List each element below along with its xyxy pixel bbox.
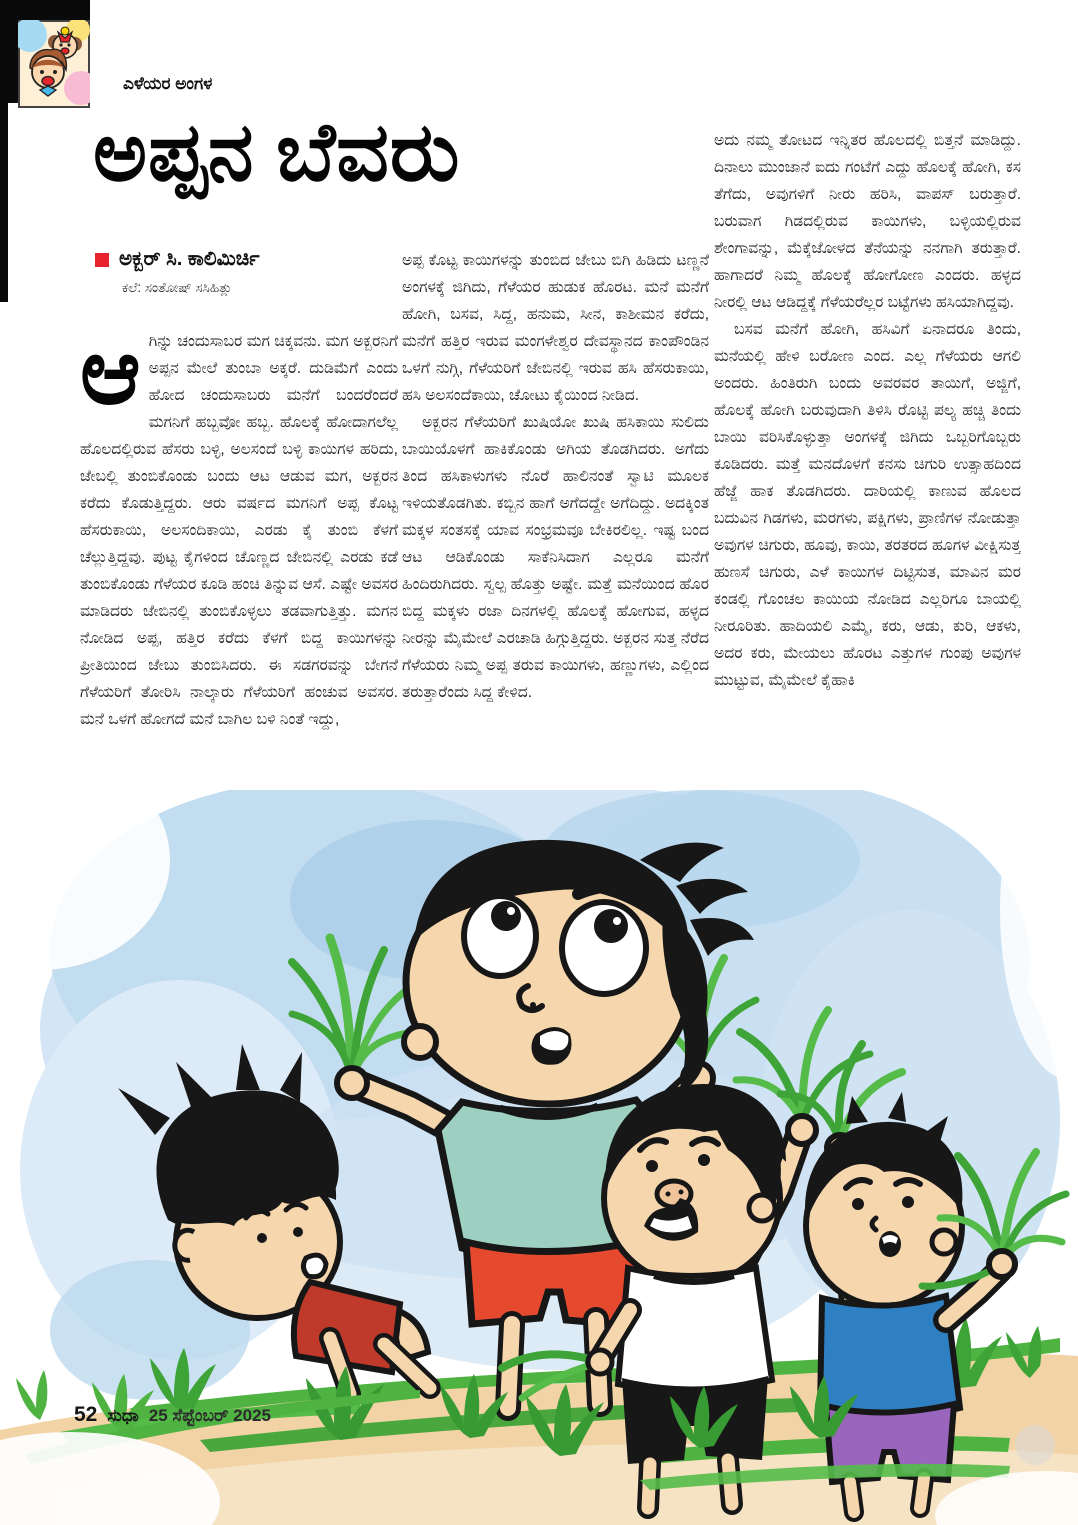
issue-date: 25 ಸೆಪ್ಟೆಂಬರ್ 2025 (148, 1406, 272, 1425)
paragraph-text: ಗಿನ್ನು ಚಂದುಸಾಬರ ಮಗ ಚಿಕ್ಕವನು. ಮಗ ಅಕ್ಬರನಿಗೆ ಅಪ್ಪನ ಮೇಲೆ ತುಂಬಾ ಅಕ್ಕರೆ. ದುಡಿಮೆಗೆ ಎಂದು ಹೋದ ಚಂದುಸಾಬರು ಮನೆಗೆ ಬಂದರೆಂದರೆ ಮಗನಿಗೆ ಹಬ್ಬವೋ ಹಬ್ಬ. ಹೊಲಕ್ಕೆ ಹೋದಾಗಲೆಲ್ಲ ಹೊಲದಲ್ಲಿರುವ ಹೆಸರು ಬಳ್ಳಿ, ಅಲಸಂದೆ ಬಳ್ಳಿ ಕಾಯಿಗಳ ಹರಿದು, ಜೇಬಲ್ಲಿ ತುಂಬಿಕೊಂಡು ಬಂದು ಆಟ ಆಡುವ ಮಗ, ಅಕ್ಬರನ ಕರೆದು ಕೊಡುತ್ತಿದ್ದರು. ಆರು ವರ್ಷದ ಮಗನಿಗೆ ಅಪ್ಪ ಕೊಟ್ಟ ಹೆಸರುಕಾಯಿ, ಅಲಸಂದಿಕಾಯಿ, ಎರಡು ಕೈ ತುಂಬಿ ಕೆಳಗೆ ಚೆಲ್ಲುತ್ತಿದ್ದವು. ಪುಟ್ಟ ಕೈಗಳಿಂದ ಚೊಣ್ಣದ ಜೇಬಿನಲ್ಲಿ ಎರಡು ಕಡೆ ತುಂಬಿಕೊಂಡು ಗೆಳೆಯರ ಕೂಡಿ ಹಂಚಿ ತಿನ್ನುವ ಆಸೆ. ಎಷ್ಟೇ ಅವಸರ ಮಾಡಿದರು ಜೇಬಿನಲ್ಲಿ ತುಂಬಿಕೊಳ್ಳಲು ತಡವಾಗುತ್ತಿತ್ತು. ಮಗನ ನೋಡಿದ ಅಪ್ಪ, ಹತ್ತಿರ ಕರೆದು ಕೆಳಗೆ ಬಿದ್ದ ಕಾಯಿಗಳನ್ನು ಪ್ರೀತಿಯಿಂದ ಜೇಬು ತುಂಬಿಸಿದರು. ಈ ಸಡಗರವನ್ನು ಬೇಗನೆ ಗೆಳೆಯರಿಗೆ ತೋರಿಸಿ ನಾಲ್ಕಾರು ಗೆಳೆಯರಿಗೆ ಹಂಚುವ ಅವಸರ. ಮನೆ ಒಳಗೆ ಹೋಗದೆ ಮನೆ ಬಾಗಿಲ ಬಳಿ ನಿಂತೆ ಇದ್ದು, (80, 333, 398, 728)
text-column-3 (714, 127, 1021, 780)
page-number: 52 (74, 1403, 98, 1426)
magazine-name: ಸುಧಾ (107, 1406, 139, 1425)
kids-faces-icon (18, 20, 90, 108)
paragraph (80, 328, 398, 733)
children-section-logo (18, 20, 90, 108)
text-column-1 (80, 328, 398, 780)
red-bullet-icon (95, 253, 109, 267)
paragraph: ಬಸವ ಮನೆಗೆ ಹೋಗಿ, ಹಸಿವಿಗೆ ಏನಾದರೂ ತಿಂದು, ಮನೆಯಲ್ಲಿ ಹೇಳಿ ಬರೋಣ ಎಂದ. ಎಲ್ಲ ಗೆಳೆಯರು ಆಗಲಿ ಅಂದರು. ಹಿಂತಿರುಗಿ ಬಂದು ಅವರವರ ತಾಯಿಗೆ, ಅಜ್ಜಿಗೆ, ಹೊಲಕ್ಕೆ ಹೋಗಿ ಬರುವುದಾಗಿ ತಿಳಿಸಿ ರೊಟ್ಟಿ ಪಲ್ಯ ಹಚ್ಚಿ ತಿಂದು ಬಾಯಿ ವರಿಸಿಕೊಳ್ಳುತ್ತಾ ಅಂಗಳಕ್ಕೆ ಜಿಗಿದು ಒಬ್ಬರಿಗೊಬ್ಬರು ಕೂಡಿದರು. ಮತ್ತೆ ಮನದೊಳಗೆ ಕನಸು ಚಿಗುರಿ ಉತ್ಸಾಹದಿಂದ ಹೆಜ್ಜೆ ಹಾಕ ತೊಡಗಿದರು. ದಾರಿಯಲ್ಲಿ ಕಾಣುವ ಹೊಲದ ಬದುವಿನ ಗಿಡಗಳು, ಮರಗಳು, ಪಕ್ಷಿಗಳು, ಪ್ರಾಣಿಗಳ ನೋಡುತ್ತಾ ಅವುಗಳ ಚಿಗುರು, ಹೂವು, ಕಾಯಿ, ತರತರದ ಹೂಗಳ ವೀಕ್ಷಿಸುತ್ತ ಹುಣಸೆ ಚಿಗುರು, ಎಳೆ ಕಾಯಿಗಳ ದಿಟ್ಟಿಸುತ, ಮಾವಿನ ಮರ ಕಂಡಲ್ಲಿ ಗೊಂಚಲ ಕಾಯಿಯ ನೋಡಿದ ಎಲ್ಲರಿಗೂ ಬಾಯಲ್ಲಿ ನೀರೂರಿತು. ಹಾದಿಯಲಿ ಎಮ್ಮೆ, ಕರು, ಆಡು, ಕುರಿ, ಆಕಳು, ಅದರ ಕರು, ಮೇಯಲು ಹೊರಟ ಎತ್ತುಗಳ ಗುಂಪು ಅವುಗಳ ಮುಟ್ಟುವ, ಮೈಮೇಲೆ ಕೈಹಾಕಿ (714, 321, 1021, 689)
article-title: ಅಪ್ಪನ ಬೆವರು (93, 107, 461, 198)
byline (95, 248, 260, 271)
art-credit: ಕಲೆ: ಸಂತೋಷ್ ಸಸಿಹಿತ್ಲು (122, 280, 233, 295)
drop-cap: ಆ (80, 328, 141, 423)
text-column-2 (402, 247, 709, 780)
section-label: ಎಳೆಯರ ಅಂಗಳ (123, 74, 213, 93)
paragraph: ಅಪ್ಪ ಕೊಟ್ಟ ಕಾಯಿಗಳನ್ನು ತುಂಬಿದ ಜೇಬು ಬಿಗಿ ಹಿಡಿದು ಟಣ್ಣನೆ ಅಂಗಳಕ್ಕೆ ಜಿಗಿದು, ಗೆಳೆಯರ ಹುಡುಕ ಹೊರಟ. ಮನೆ ಮನೆಗೆ ಹೋಗಿ, ಬಸವ, ಸಿದ್ದ, ಹನುಮ, ಸೀನ, ಕಾಶೀಮನ ಕರೆದು, ಮನೆಗೆ ಹತ್ತಿರ ಇರುವ ಮಂಗಳೇಶ್ವರ ದೇವಸ್ಥಾನದ ಕಾಂಪೌಂಡಿನ ಒಳಗೆ ನುಗ್ಗಿ, ಗೆಳೆಯರಿಗೆ ಜೇಬಿನಲ್ಲಿ ಇರುವ ಹಸಿ ಹೆಸರುಕಾಯಿ, ಹಸಿ ಅಲಸಂದೆಕಾಯಿ, ಚೋಟು ಕೈಯಿಂದ ನೀಡಿದ. (402, 252, 709, 404)
paragraph: ಅದು ನಮ್ಮ ತೋಟದ ಇನ್ನಿತರ ಹೊಲದಲ್ಲಿ ಬಿತ್ತನೆ ಮಾಡಿದ್ದು. ದಿನಾಲು ಮುಂಜಾನೆ ಐದು ಗಂಟೆಗೆ ಎದ್ದು ಹೊಲಕ್ಕೆ ಹೋಗಿ, ಕಸ ತೆಗೆದು, ಅವುಗಳಿಗೆ ನೀರು ಹರಿಸಿ, ವಾಪಸ್ ಬರುತ್ತಾರೆ. ಬರುವಾಗ ಗಿಡದಲ್ಲಿರುವ ಕಾಯಿಗಳು, ಬಳ್ಳಿಯಲ್ಲಿರುವ ಶೇಂಗಾವನ್ನು, ಮೆಕ್ಕೆಜೋಳದ ತೆನೆಯನ್ನು ನನಗಾಗಿ ತರುತ್ತಾರೆ. ಹಾಗಾದರೆ ನಿಮ್ಮ ಹೊಲಕ್ಕೆ ಹೋಗೋಣ ಎಂದರು. ಹಳ್ಳದ ನೀರಲ್ಲಿ ಆಟ ಆಡಿದ್ದಕ್ಕೆ ಗೆಳೆಯರೆಲ್ಲರ ಬಟ್ಟೆಗಳು ಹಸಿಯಾಗಿದ್ದವು. (714, 132, 1021, 311)
page-footer (74, 1403, 271, 1427)
page-edge-strip (0, 0, 8, 302)
author-name: ಅಕ್ಬರ್ ಸಿ. ಕಾಲಿಮಿರ್ಚಿ (119, 248, 260, 270)
print-watermark-dot (1015, 1425, 1055, 1465)
paragraph: ಅಕ್ಬರನ ಗೆಳೆಯರಿಗೆ ಖುಷಿಯೋ ಖುಷಿ ಹಸಿಕಾಯಿ ಸುಲಿದು ಬಾಯಿಯೊಳಗೆ ಹಾಕಿಕೊಂಡು ಅಗಿಯ ತೊಡಗಿದರು. ಅಗೆದು ತಿಂದ ಹಸಿಕಾಳುಗಳು ನೊರೆ ಹಾಲಿನಂತೆ ಸ್ವಾಟಿ ಮೂಲಕ ಇಳಿಯತೊಡಗಿತು. ಕಬ್ಬಿನ ಹಾಗೆ ಅಗೆದದ್ದೇ ಅಗೆದಿದ್ದು. ಅದಕ್ಕಿಂತ ಮಕ್ಕಳ ಸಂತಸಕ್ಕೆ ಯಾವ ಸಂಭ್ರಮವೂ ಬೇಕಿರಲಿಲ್ಲ. ಇಷ್ಟ ಬಂದ ಆಟ ಆಡಿಕೊಂಡು ಸಾಕೆನಿಸಿದಾಗ ಎಲ್ಲರೂ ಮನೆಗೆ ಹಿಂದಿರುಗಿದರು. ಸ್ವಲ್ಪ ಹೊತ್ತು ಅಷ್ಟೇ. ಮತ್ತೆ ಮನೆಯಿಂದ ಹೊರ ಬಿದ್ದ ಮಕ್ಕಳು ರಜಾ ದಿನಗಳಲ್ಲಿ ಹೊಲಕ್ಕೆ ಹೋಗುವ, ಹಳ್ಳದ ನೀರನ್ನು ಮೈಮೇಲೆ ಎರಚಾಡಿ ಹಿಗ್ಗುತ್ತಿದ್ದರು. ಅಕ್ಬರನ ಸುತ್ತ ನೆರೆದ ಗೆಳೆಯರು ನಿಮ್ಮ ಅಪ್ಪ ತರುವ ಕಾಯಿಗಳು, ಹಣ್ಣುಗಳು, ಎಲ್ಲಿಂದ ತರುತ್ತಾರೆಂದು ಸಿದ್ದ ಕೇಳಿದ. (402, 414, 709, 701)
